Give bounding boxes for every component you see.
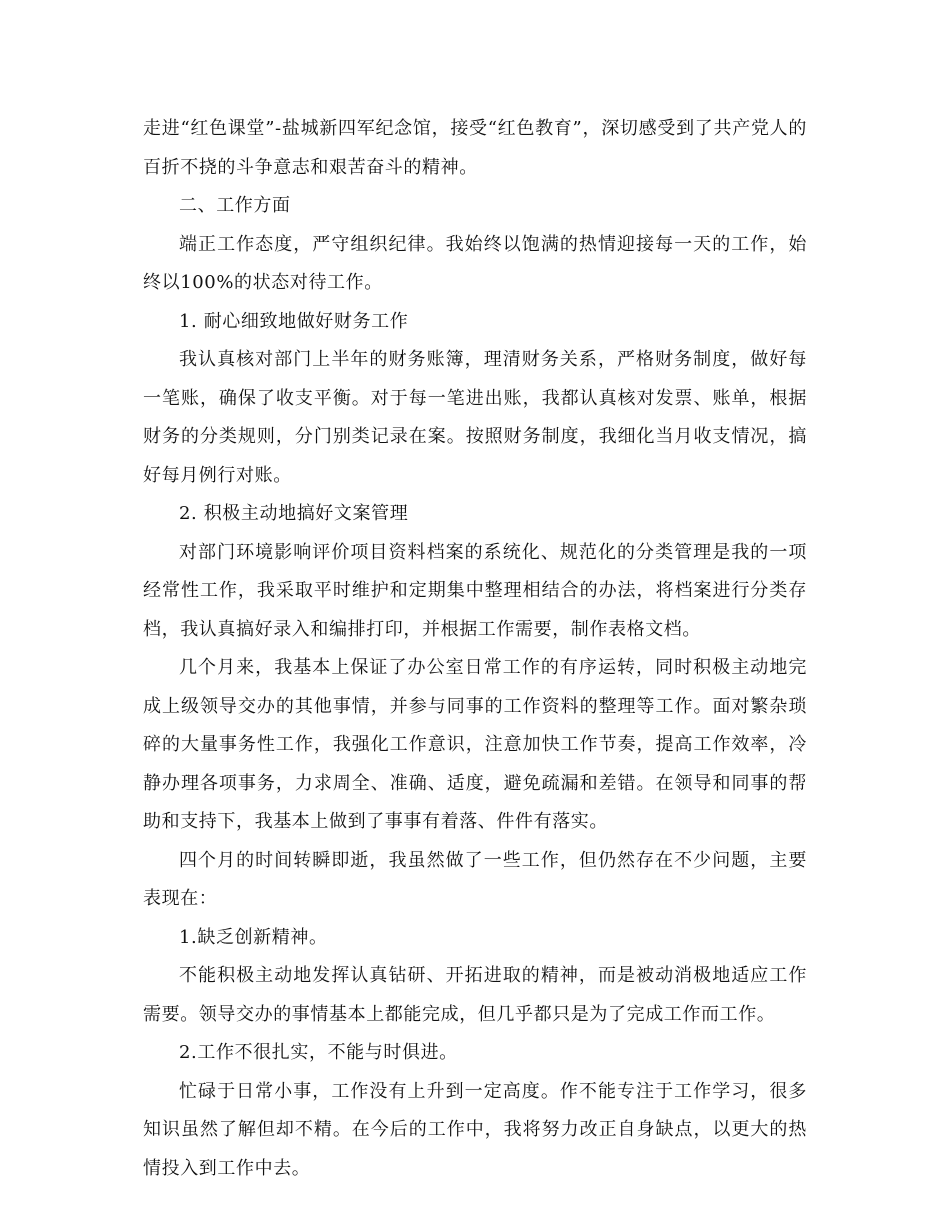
paragraph-not-solid: 忙碌于日常小事，工作没有上升到一定高度。作不能专注于工作学习，很多知识虽然了解但却不精。在今后的工作中，我将努力改正自身缺点，以更大的热情投入到工作中去。: [143, 1080, 807, 1179]
document-body: [143, 110, 807, 1188]
paragraph-red-classroom: 走进“红色课堂”-盐城新四军纪念馆，接受“红色教育”，深切感受到了共产党人的百折不挠的斗争意志和艰苦奋斗的精神。: [143, 118, 807, 178]
subheading-finance: 1. 耐心细致地做好财务工作: [179, 310, 409, 332]
paragraph-work-attitude: 端正工作态度，严守组织纪律。我始终以饱满的热情迎接每一天的工作，始终以100%的状态对待工作。: [143, 233, 807, 293]
paragraph-problems-intro: 四个月的时间转瞬即逝，我虽然做了一些工作，但仍然存在不少问题，主要表现在：: [143, 849, 807, 909]
subheading-document-management: 2. 积极主动地搞好文案管理: [179, 503, 409, 524]
section-heading-work: 二、工作方面: [179, 195, 291, 216]
paragraph-document-management: 对部门环境影响评价项目资料档案的系统化、规范化的分类管理是我的一项经常性工作，我采取平时维护和定期集中整理相结合的办法，将档案进行分类存档，我认真搞好录入和编排打印，并根据工作需要，制作表格文档。: [143, 541, 807, 640]
subheading-lack-innovation: 1.缺乏创新精神。: [179, 926, 328, 948]
paragraph-lack-innovation: 不能积极主动地发挥认真钻研、开拓进取的精神，而是被动消极地适应工作需要。领导交办的事情基本上都能完成，但几乎都只是为了完成工作而工作。: [143, 965, 807, 1025]
paragraph-office-work: 几个月来，我基本上保证了办公室日常工作的有序运转，同时积极主动地完成上级领导交办的其他事情，并参与同事的工作资料的整理等工作。面对繁杂琐碎的大量事务性工作，我强化工作意识，注意加快工作节奏，提高工作效率，冷静办理各项事务，力求周全、准确、适度，避免疏漏和差错。在领导和同事的帮助和支持下，我基本上做到了事事有着落、件件有落实。: [143, 657, 807, 832]
subheading-not-solid: 2.工作不很扎实，不能与时俱进。: [179, 1042, 458, 1063]
paragraph-finance: 我认真核对部门上半年的财务账簿，理清财务关系，严格财务制度，做好每一笔账，确保了收支平衡。对于每一笔进出账，我都认真核对发票、账单，根据财务的分类规则，分门别类记录在案。按照财务制度，我细化当月收支情况，搞好每月例行对账。: [143, 349, 807, 486]
